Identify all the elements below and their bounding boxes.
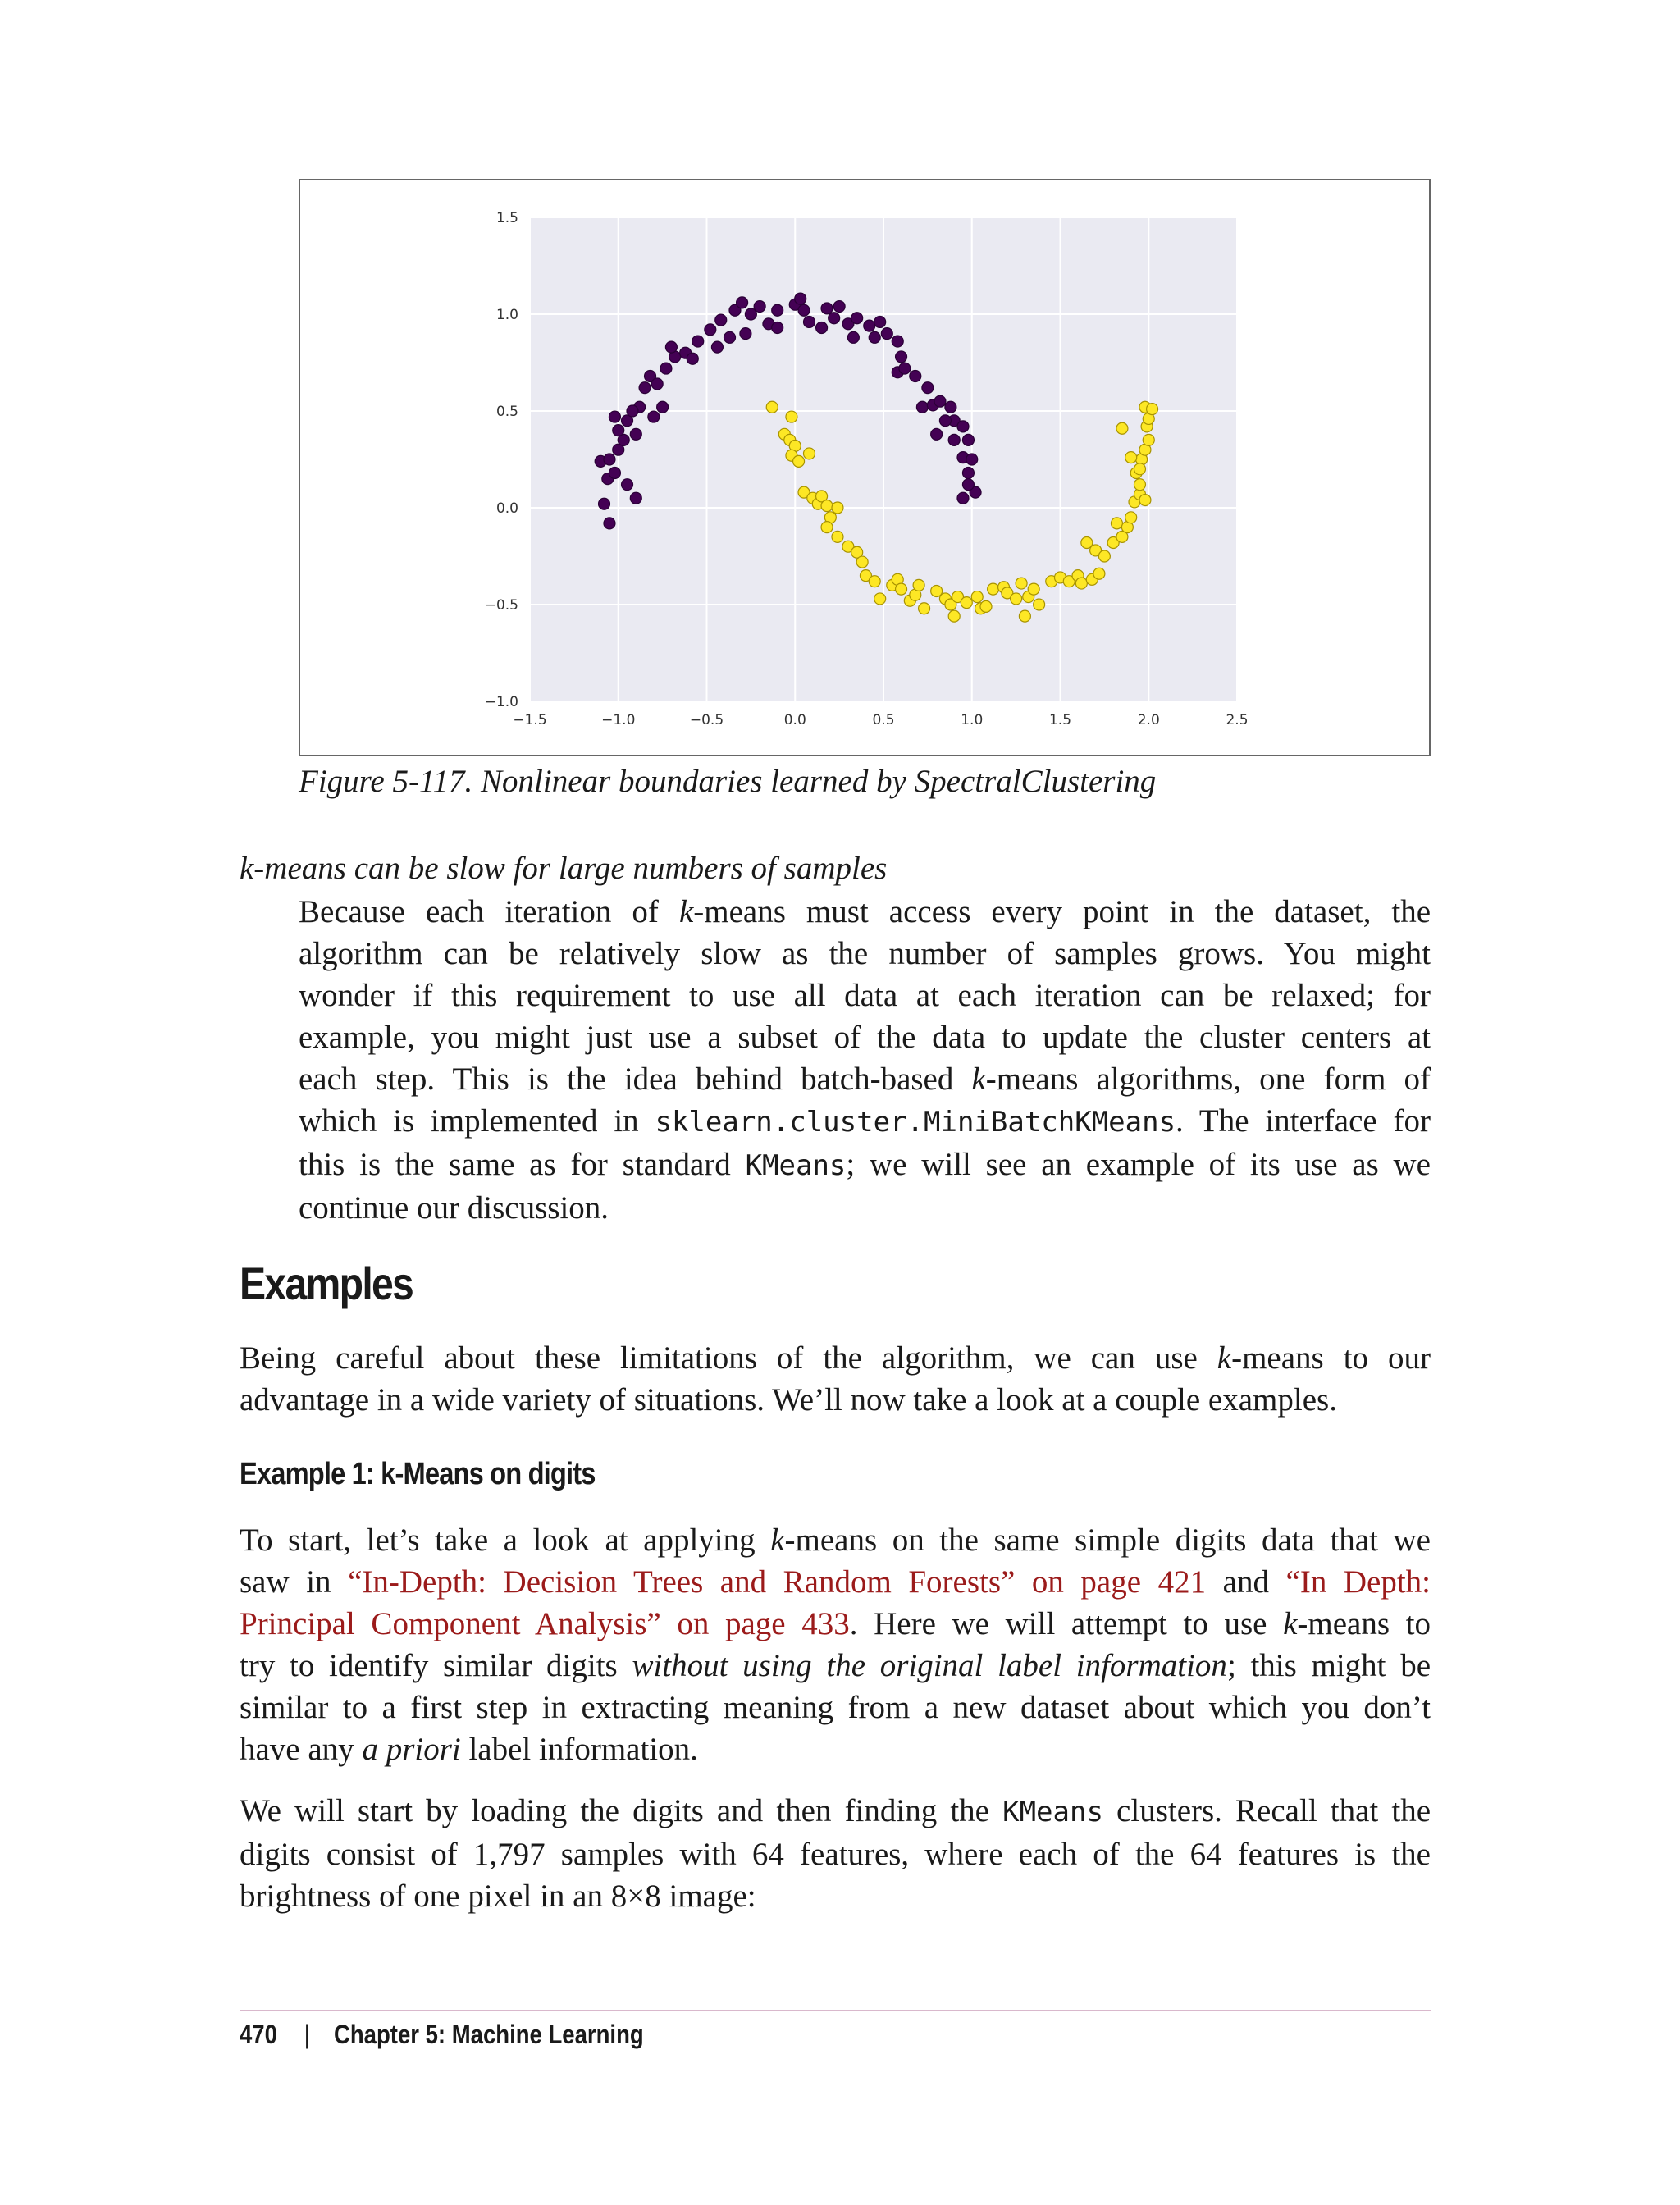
y-tick-label: 0.0 xyxy=(495,500,518,517)
data-point-cluster-0 xyxy=(945,401,956,413)
link-pca-part1[interactable]: “In Depth: xyxy=(1285,1564,1431,1600)
data-point-cluster-0 xyxy=(803,316,815,327)
page-number: 470 xyxy=(240,2020,277,2049)
data-point-cluster-1 xyxy=(1134,463,1145,475)
data-point-cluster-1 xyxy=(1075,578,1087,589)
x-tick-label: −1.0 xyxy=(601,712,636,728)
definition-term: k-means can be slow for large numbers of samples xyxy=(240,851,888,886)
data-point-cluster-0 xyxy=(896,351,907,363)
data-point-cluster-0 xyxy=(740,328,751,340)
data-point-cluster-0 xyxy=(630,428,641,440)
data-point-cluster-0 xyxy=(948,434,960,445)
data-point-cluster-0 xyxy=(957,421,969,432)
data-point-cluster-0 xyxy=(922,382,934,394)
data-point-cluster-1 xyxy=(821,522,833,533)
x-tick-label: −0.5 xyxy=(689,712,724,728)
data-point-cluster-0 xyxy=(622,479,633,491)
data-point-cluster-1 xyxy=(1147,404,1158,415)
subsection-heading-digits: Example 1: k-Means on digits xyxy=(240,1457,596,1491)
data-point-cluster-0 xyxy=(627,405,638,417)
data-point-cluster-0 xyxy=(864,320,875,331)
data-point-cluster-0 xyxy=(609,468,620,479)
data-point-cluster-0 xyxy=(874,316,886,327)
data-point-cluster-1 xyxy=(961,597,972,609)
data-point-cluster-1 xyxy=(766,401,778,413)
data-point-cluster-0 xyxy=(962,434,974,445)
data-point-cluster-1 xyxy=(1139,495,1151,506)
data-point-cluster-1 xyxy=(919,603,930,614)
data-point-cluster-0 xyxy=(724,331,736,343)
footer-separator: | xyxy=(304,2020,310,2049)
data-point-cluster-1 xyxy=(786,411,797,422)
page-footer xyxy=(240,2020,644,2050)
y-tick-label: −0.5 xyxy=(484,597,518,614)
data-point-cluster-0 xyxy=(881,328,892,340)
x-tick-label: 0.0 xyxy=(783,712,806,728)
data-point-cluster-0 xyxy=(604,454,615,465)
data-point-cluster-1 xyxy=(913,579,924,591)
data-point-cluster-0 xyxy=(931,428,943,440)
figure-frame xyxy=(299,179,1431,756)
data-point-cluster-1 xyxy=(1093,568,1105,579)
data-point-cluster-1 xyxy=(832,531,843,542)
data-point-cluster-1 xyxy=(1034,599,1045,610)
paragraph-examples-intro: Being careful about these limitations of the algorithm, we can use k-means to our advantage in a wide variety of situations. We’ll now take a look at a couple examples. xyxy=(240,1340,1431,1418)
data-point-cluster-1 xyxy=(980,600,992,612)
y-tick-label: 1.0 xyxy=(495,307,518,323)
data-point-cluster-0 xyxy=(798,304,810,316)
data-point-cluster-1 xyxy=(793,455,805,467)
data-point-cluster-0 xyxy=(648,411,660,422)
data-point-cluster-1 xyxy=(1111,518,1122,529)
data-point-cluster-1 xyxy=(1011,593,1022,605)
data-point-cluster-0 xyxy=(962,479,974,491)
data-point-cluster-0 xyxy=(795,293,806,304)
x-tick-label: 0.5 xyxy=(872,712,895,728)
x-tick-label: −1.5 xyxy=(513,712,547,728)
data-point-cluster-0 xyxy=(833,301,845,313)
data-point-cluster-0 xyxy=(630,492,641,504)
data-point-cluster-0 xyxy=(715,314,727,326)
data-point-cluster-1 xyxy=(803,448,815,459)
data-point-cluster-1 xyxy=(1125,452,1137,463)
code-kmeans-2: KMeans xyxy=(1002,1796,1103,1828)
figure-caption: Figure 5-117. Nonlinear boundaries learned by SpectralClustering xyxy=(299,764,1157,799)
data-point-cluster-0 xyxy=(613,425,624,436)
scatter-plot xyxy=(300,180,1429,755)
data-point-cluster-0 xyxy=(639,382,651,394)
data-point-cluster-1 xyxy=(1019,610,1030,622)
data-point-cluster-1 xyxy=(832,502,843,514)
data-point-cluster-0 xyxy=(957,492,969,504)
chapter-title: Chapter 5: Machine Learning xyxy=(333,2020,644,2049)
paragraph-digits-intro: To start, let’s take a look at applying k-means on the same simple digits data that we saw in “In-Depth: Decision Trees and Random Forests” on page 421 and “In Depth: Principal Component Analysis” on page 433. Here we will attempt to use k-means to try to identify similar digits without using the original label information; this might be similar to a first step in extracting meaning from a new dataset about which you don’t have any a priori label information. xyxy=(240,1522,1431,1767)
data-point-cluster-0 xyxy=(609,411,620,422)
data-point-cluster-0 xyxy=(966,454,978,465)
data-point-cluster-1 xyxy=(1116,422,1128,434)
data-point-cluster-0 xyxy=(910,371,921,382)
data-point-cluster-1 xyxy=(1143,434,1154,445)
data-point-cluster-0 xyxy=(869,331,880,343)
data-point-cluster-1 xyxy=(1016,578,1027,589)
data-point-cluster-0 xyxy=(772,322,783,334)
y-tick-label: 1.5 xyxy=(495,210,518,226)
paragraph-digits-loading: We will start by loading the digits and then finding the KMeans clusters. Recall that the digits consist of 1,797 samples with 64 features, where each of the 64 features is the brightness of one pixel in an 8×8 image: xyxy=(240,1793,1431,1914)
y-tick-label: −1.0 xyxy=(484,694,518,710)
data-point-cluster-0 xyxy=(816,322,828,334)
data-point-cluster-0 xyxy=(899,363,911,374)
paragraph-minibatch: Because each iteration of k-means must access every point in the dataset, the algorithm can be relatively slow as the number of samples grows. You might wonder if this requirement to use all data at each iteration can be relaxed; for example, you might just use a subset of the data to update the cluster centers at each step. This is the idea behind batch-based k-means algorithms, one form of which is implemented in sklearn.cluster.MiniBatchKMeans. The interface for this is the same as for standard KMeans; we will see an example of its use as we continue our discussion. xyxy=(299,894,1431,1226)
data-point-cluster-0 xyxy=(754,301,765,313)
data-point-cluster-0 xyxy=(916,401,928,413)
section-heading-examples: Examples xyxy=(240,1258,413,1309)
x-tick-label: 2.5 xyxy=(1226,712,1249,728)
data-point-cluster-0 xyxy=(847,331,859,343)
code-kmeans: KMeans xyxy=(745,1149,847,1182)
data-point-cluster-0 xyxy=(962,468,974,479)
data-point-cluster-0 xyxy=(737,297,748,308)
x-tick-label: 1.5 xyxy=(1048,712,1072,728)
data-point-cluster-0 xyxy=(821,303,833,314)
data-point-cluster-0 xyxy=(687,353,698,364)
data-point-cluster-0 xyxy=(660,363,672,374)
data-point-cluster-1 xyxy=(948,610,960,622)
link-pca-part2[interactable]: Principal Component Analysis” on page 433 xyxy=(240,1606,850,1641)
y-tick-label: 0.5 xyxy=(495,404,518,420)
link-decision-trees[interactable]: “In-Depth: Decision Trees and Random Forests” on page 421 xyxy=(348,1564,1207,1600)
data-point-cluster-1 xyxy=(896,583,907,595)
data-point-cluster-0 xyxy=(604,518,615,529)
data-point-cluster-1 xyxy=(1098,550,1110,562)
data-point-cluster-1 xyxy=(856,556,868,568)
data-point-cluster-0 xyxy=(829,313,840,324)
data-point-cluster-1 xyxy=(988,583,999,595)
data-point-cluster-0 xyxy=(934,395,946,407)
code-minibatchkmeans: sklearn.cluster.MiniBatchKMeans xyxy=(655,1106,1176,1139)
data-point-cluster-0 xyxy=(705,324,716,336)
footer-rule xyxy=(240,2010,1431,2011)
data-point-cluster-1 xyxy=(971,591,983,603)
x-tick-label: 1.0 xyxy=(961,712,984,728)
data-point-cluster-0 xyxy=(892,336,903,347)
data-point-cluster-0 xyxy=(665,341,677,353)
data-point-cluster-0 xyxy=(939,415,951,427)
data-point-cluster-1 xyxy=(874,593,886,605)
data-point-cluster-1 xyxy=(1028,583,1039,595)
data-point-cluster-1 xyxy=(869,576,880,587)
data-point-cluster-1 xyxy=(1125,512,1137,523)
data-point-cluster-0 xyxy=(711,341,723,353)
data-point-cluster-0 xyxy=(651,378,663,390)
data-point-cluster-1 xyxy=(821,500,833,512)
data-point-cluster-0 xyxy=(599,498,610,509)
x-tick-label: 2.0 xyxy=(1137,712,1160,728)
data-point-cluster-1 xyxy=(1134,479,1145,491)
data-point-cluster-0 xyxy=(657,401,669,413)
data-point-cluster-0 xyxy=(772,304,783,316)
data-point-cluster-0 xyxy=(851,313,863,324)
data-point-cluster-0 xyxy=(692,336,704,347)
